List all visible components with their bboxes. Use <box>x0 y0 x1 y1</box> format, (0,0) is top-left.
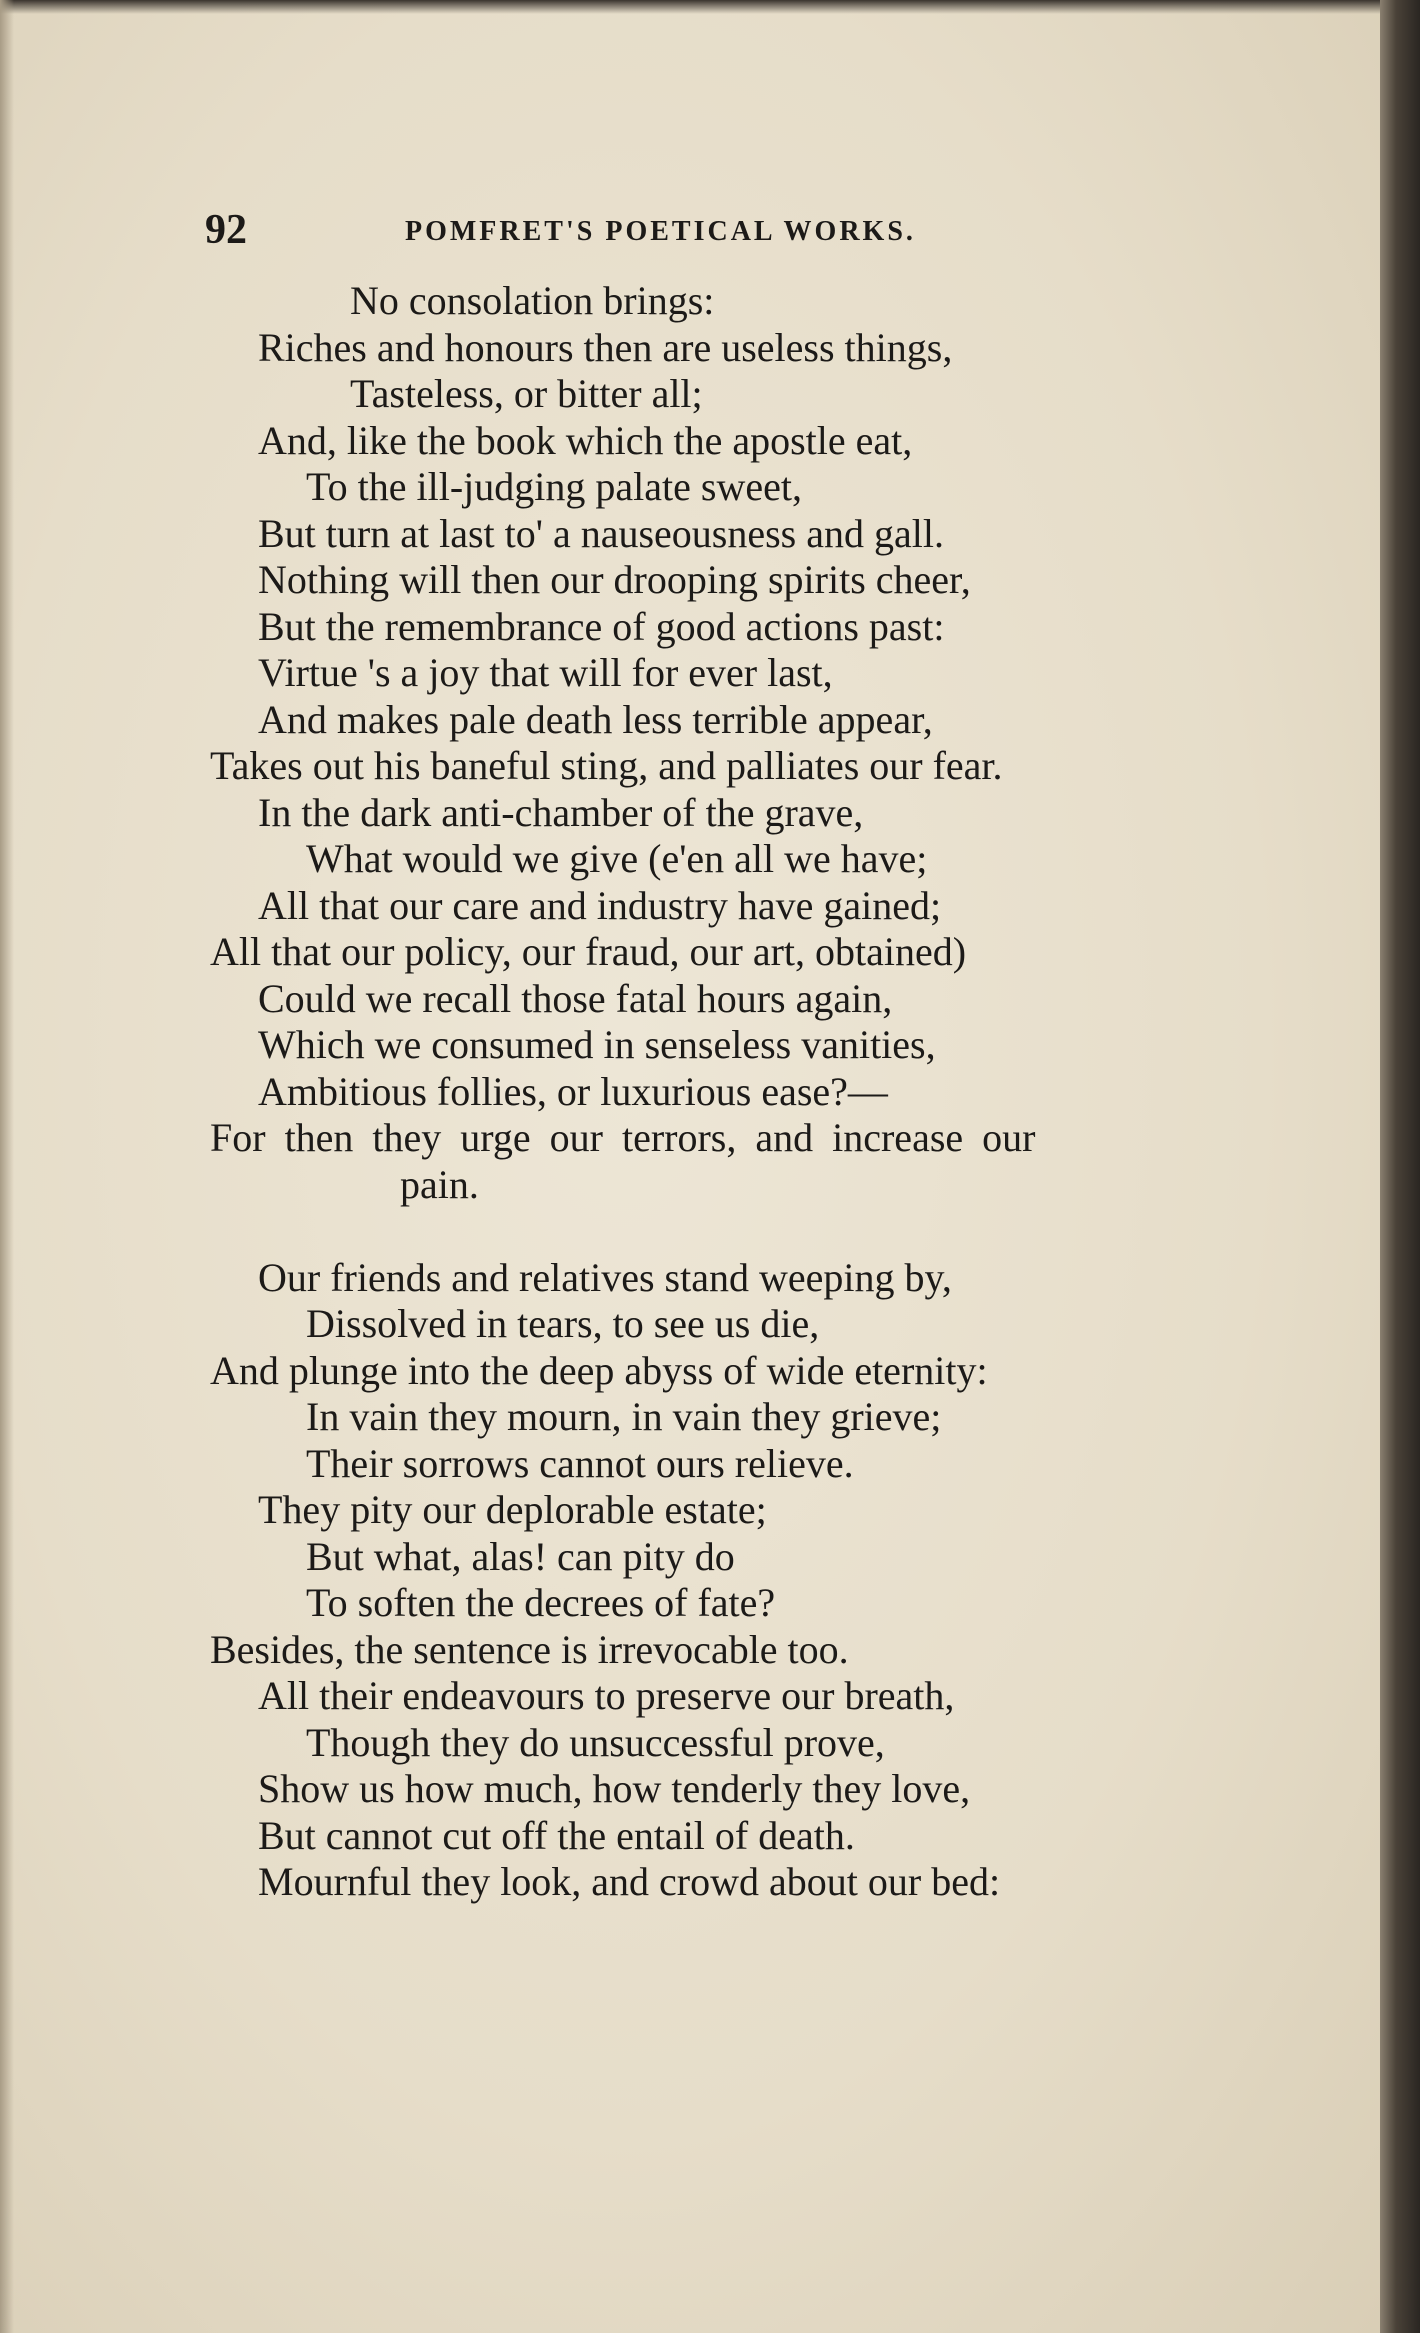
poem-line: Nothing will then our drooping spirits cheer, <box>258 557 971 602</box>
poem-line: No consolation brings: <box>350 278 715 323</box>
poem-line: What would we give (e'en all we have; <box>306 836 928 881</box>
page-top-shadow <box>0 0 1380 14</box>
poem-line: And plunge into the deep abyss of wide eternity: <box>210 1347 988 1393</box>
stanza-break <box>210 1208 1220 1255</box>
poem-line: And, like the book which the apostle eat, <box>258 417 913 463</box>
poem-line: Our friends and relatives stand weeping by, <box>258 1254 952 1300</box>
book-spine <box>1380 0 1420 2333</box>
poem-line: Riches and honours then are useless things, <box>258 324 953 370</box>
poem-line: And makes pale death less terrible appear, <box>258 696 933 742</box>
poem-line: To the ill-judging palate sweet, <box>306 464 802 509</box>
poem-line: Tasteless, or bitter all; <box>350 371 703 416</box>
poem-text <box>210 278 1220 1906</box>
poem-line: Ambitious follies, or luxurious ease?— <box>258 1068 888 1114</box>
running-title: POMFRET'S POETICAL WORKS. <box>405 216 916 247</box>
poem-line: Show us how much, how tenderly they love, <box>258 1766 971 1811</box>
poem-line: Dissolved in tears, to see us die, <box>306 1301 820 1346</box>
poem-line: But what, alas! can pity do <box>306 1533 735 1579</box>
poem-line: All that our care and industry have gained; <box>258 882 942 928</box>
page-header <box>205 206 1035 256</box>
poem-line: In the dark anti-chamber of the grave, <box>258 789 864 835</box>
poem-line-justified <box>210 1115 1210 1162</box>
poem-line: Virtue 's a joy that will for ever last, <box>258 650 833 695</box>
poem-line: Besides, the sentence is irrevocable too. <box>210 1626 849 1672</box>
poem-line: Could we recall those fatal hours again, <box>258 975 893 1021</box>
poem-line-long: For then they urge our terrors, and increase our <box>210 1115 1036 1160</box>
poem-line: Takes out his baneful sting, and palliates our fear. <box>210 743 1003 788</box>
page-number: 92 <box>205 207 247 253</box>
poem-line: Mournful they look, and crowd about our bed: <box>258 1859 1001 1904</box>
poem-line-turnover: pain. <box>400 1161 479 1207</box>
poem-line: All their endeavours to preserve our breath, <box>258 1673 955 1718</box>
poem-line: But the remembrance of good actions past: <box>258 603 945 649</box>
poem-line: But cannot cut off the entail of death. <box>258 1812 855 1858</box>
poem-line: Their sorrows cannot ours relieve. <box>306 1440 854 1486</box>
poem-line: To soften the decrees of fate? <box>306 1580 776 1625</box>
poem-line: Which we consumed in senseless vanities, <box>258 1022 936 1067</box>
poem-line: They pity our deplorable estate; <box>258 1487 767 1532</box>
page-left-edge <box>0 0 14 2333</box>
poem-line: All that our policy, our fraud, our art, obtained) <box>210 929 967 974</box>
poem-line: Though they do unsuccessful prove, <box>306 1719 885 1765</box>
poem-line: But turn at last to' a nauseousness and gall. <box>258 510 944 556</box>
poem-line: In vain they mourn, in vain they grieve; <box>306 1394 942 1439</box>
